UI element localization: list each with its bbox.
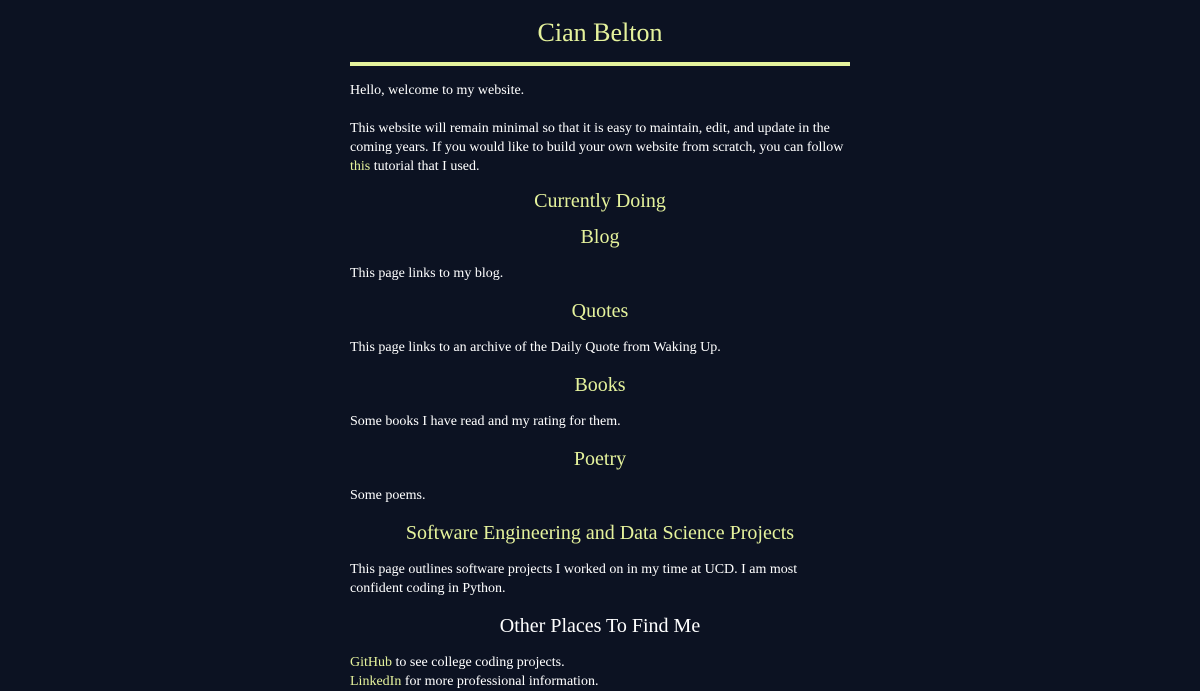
quotes-heading[interactable] [350,299,850,323]
intro-text-before-link: This website will remain minimal so that it is easy to maintain, edit, and update in the coming years. If you would like to build your own website from scratch, you can follow [350,121,844,155]
blog-description: This page links to my blog. [350,266,504,281]
tutorial-link[interactable]: this [350,159,371,174]
site-title: Cian Belton [537,18,663,47]
poetry-heading[interactable] [350,447,850,471]
software-projects-link[interactable]: Software Engineering and Data Science Projects [405,522,795,544]
books-link[interactable]: Books [574,374,626,396]
books-heading[interactable] [350,373,850,397]
blog-heading[interactable] [350,225,850,249]
blog-link[interactable]: Blog [580,226,620,248]
external-links [350,653,850,691]
github-link[interactable]: GitHub [350,655,392,670]
books-description: Some books I have read and my rating for them. [350,414,621,429]
quotes-link[interactable]: Quotes [571,300,629,322]
github-description: to see college coding projects. [392,655,565,670]
currently-doing-heading: Currently Doing [534,190,666,212]
linkedin-description: for more professional information. [401,674,599,689]
linkedin-link[interactable]: LinkedIn [350,674,402,689]
poetry-description: Some poems. [350,488,426,503]
software-projects-heading[interactable] [350,521,850,545]
other-places-heading: Other Places To Find Me [499,615,701,637]
poetry-link[interactable]: Poetry [573,448,627,470]
page-container [350,0,850,691]
intro-text-after-link: tutorial that I used. [370,159,480,174]
quotes-description: This page links to an archive of the Daily Quote from Waking Up. [350,340,721,355]
title-divider [350,62,850,66]
intro-paragraph [350,119,850,176]
software-projects-description: This page outlines software projects I worked on in my time at UCD. I am most confident coding in Python. [350,562,798,596]
welcome-text: Hello, welcome to my website. [350,83,525,98]
